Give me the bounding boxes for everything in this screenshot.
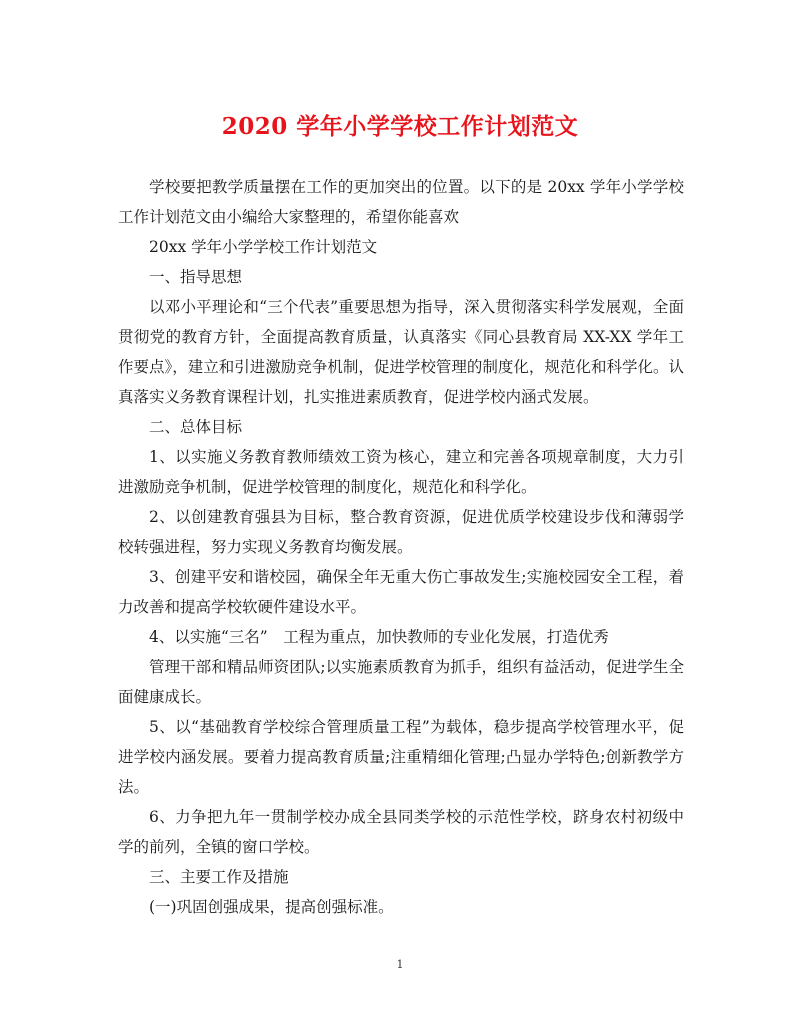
page-number: 1 — [396, 958, 404, 971]
goal-item-4-line-2: 管理干部和精品师资团队;以实施素质教育为抓手，组织有益活动，促进学生全面健康成长。 — [118, 658, 684, 706]
goal-item-1: 1、以实施义务教育教师绩效工资为核心，建立和完善各项规章制度，大力引进激励竞争机制，促进学校管理的制度化，规范化和科学化。 — [118, 448, 684, 496]
goal-item-2: 2、以创建教育强县为目标，整合教育资源，促进优质学校建设步伐和薄弱学校转强进程，努力实现义务教育均衡发展。 — [118, 508, 684, 556]
document-body — [118, 172, 684, 922]
section-heading-overall-goals: 二、总体目标 — [149, 418, 243, 436]
goal-item-4-line-1: 4、以实施“三名” 工程为重点，加快教师的专业化发展，打造优秀 — [149, 628, 609, 646]
goal-item-6: 6、力争把九年一贯制学校办成全县同类学校的示范性学校，跻身农村初级中学的前列，全镇的窗口学校。 — [118, 808, 684, 856]
document-title: 2020 学年小学学校工作计划范文 — [221, 113, 579, 140]
goal-item-5: 5、以“基础教育学校综合管理质量工程”为载体，稳步提高学校管理水平，促进学校内涵发展。要着力提高教育质量;注重精细化管理;凸显办学特色;创新教学方法。 — [118, 718, 684, 796]
section-heading-guiding-ideology: 一、指导思想 — [149, 268, 243, 286]
main-work-item-1: (一)巩固创强成果，提高创强标准。 — [149, 898, 394, 916]
subtitle-paragraph: 20xx 学年小学学校工作计划范文 — [149, 238, 378, 256]
intro-paragraph: 学校要把教学质量摆在工作的更加突出的位置。以下的是 20xx 学年小学学校工作计划范文由小编给大家整理的，希望你能喜欢 — [118, 178, 684, 226]
guiding-ideology-paragraph: 以邓小平理论和“三个代表”重要思想为指导，深入贯彻落实科学发展观，全面贯彻党的教育方针，全面提高教育质量，认真落实《同心县教育局 XX-XX 学年工作要点》，建立和引进激励竞争机制，促进学校管理的制度化，规范化和科学化。认真落实义务教育课程计划，扎实推进素质教育，促进学校内涵式发展。 — [118, 298, 684, 406]
section-heading-main-work: 三、主要工作及措施 — [149, 868, 289, 886]
goal-item-3: 3、创建平安和谐校园，确保全年无重大伤亡事故发生;实施校园安全工程，着力改善和提高学校软硬件建设水平。 — [118, 568, 684, 616]
